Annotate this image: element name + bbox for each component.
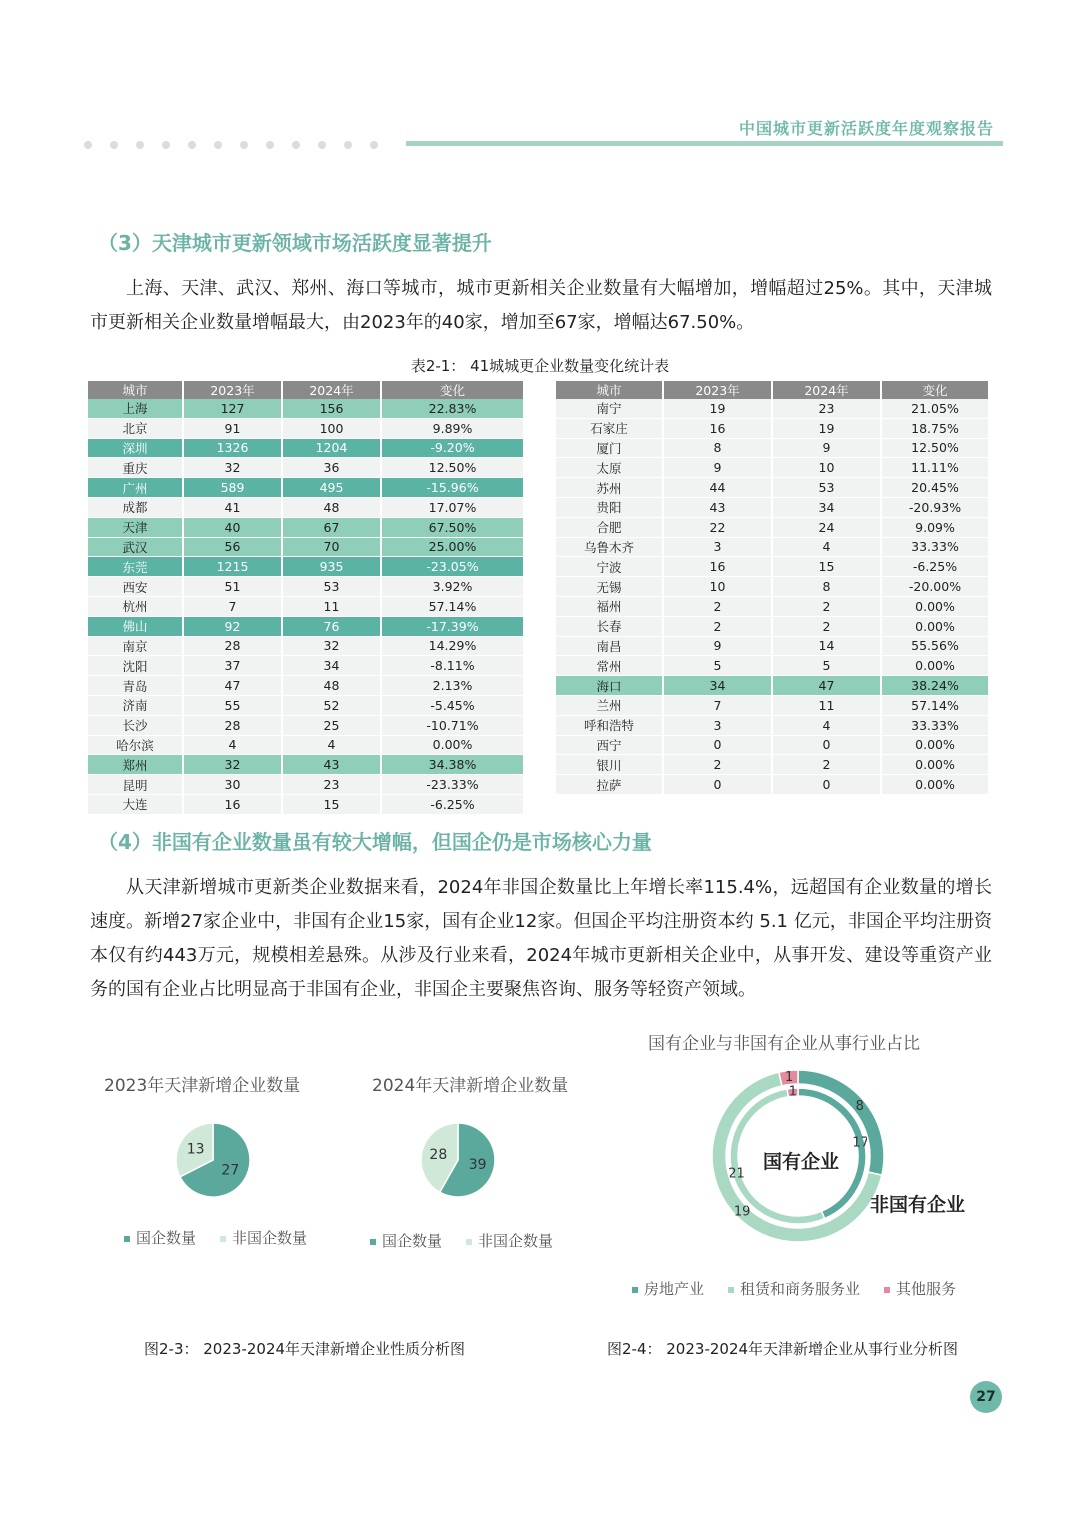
cell-y2023: 16	[663, 418, 772, 438]
table-caption: 表2-1： 41城城更企业数量变化统计表	[410, 357, 670, 375]
table-row	[88, 755, 524, 775]
cell-change: 33.33%	[881, 715, 989, 735]
table-row	[556, 517, 989, 537]
cell-y2024: 53	[282, 577, 381, 597]
donut-outer-label: 非国有企业	[870, 1194, 966, 1216]
col-2024: 2024年	[282, 381, 381, 399]
cell-city: 南宁	[556, 399, 663, 418]
cell-change: 55.56%	[881, 636, 989, 656]
table-row	[556, 676, 989, 696]
cell-y2023: 28	[183, 715, 282, 735]
cell-city: 西安	[88, 577, 183, 597]
cell-y2024: 495	[282, 478, 381, 498]
table-row	[88, 438, 524, 458]
cell-y2024: 1204	[282, 438, 381, 458]
table-row	[88, 517, 524, 537]
cell-y2023: 2	[663, 596, 772, 616]
col-city: 城市	[556, 381, 663, 399]
legend-item-realestate	[632, 1278, 704, 1299]
table-row	[88, 478, 524, 498]
donut-data-label: 1	[788, 1084, 797, 1100]
cell-change: -17.39%	[381, 616, 524, 636]
table-row	[88, 537, 524, 557]
legend-item-nonstate	[220, 1227, 307, 1248]
section4-paragraph	[90, 871, 992, 1007]
cell-city: 贵阳	[556, 497, 663, 517]
cell-change: 22.83%	[381, 399, 524, 418]
cell-city: 拉萨	[556, 775, 663, 795]
table-row	[556, 458, 989, 478]
cell-change: 38.24%	[881, 676, 989, 696]
pie-2023-data-label: 27	[221, 1162, 240, 1179]
section3-paragraph	[90, 272, 992, 340]
cell-y2024: 11	[772, 695, 881, 715]
header-rule	[406, 141, 1003, 146]
table-row	[556, 656, 989, 676]
cell-city: 昆明	[88, 775, 183, 795]
cell-y2024: 47	[772, 676, 881, 696]
cell-y2023: 91	[183, 418, 282, 438]
cell-change: 0.00%	[881, 735, 989, 755]
cell-y2024: 76	[282, 616, 381, 636]
cell-y2023: 19	[663, 399, 772, 418]
legend-label: 国企数量	[382, 1232, 443, 1250]
cell-change: 9.09%	[881, 517, 989, 537]
cell-y2024: 53	[772, 478, 881, 498]
table-row	[556, 596, 989, 616]
cell-y2023: 8	[663, 438, 772, 458]
legend-label: 房地产业	[644, 1280, 705, 1298]
cell-city: 青岛	[88, 676, 183, 696]
cell-y2023: 3	[663, 537, 772, 557]
legend-item-state	[370, 1230, 442, 1251]
cell-change: 0.00%	[381, 735, 524, 755]
cell-city: 西宁	[556, 735, 663, 755]
cell-y2024: 935	[282, 557, 381, 577]
cell-city: 广州	[88, 478, 183, 498]
cell-change: 20.45%	[881, 478, 989, 498]
cell-y2024: 48	[282, 676, 381, 696]
cell-change: 0.00%	[881, 616, 989, 636]
cell-y2023: 55	[183, 695, 282, 715]
cell-change: 3.92%	[381, 577, 524, 597]
cell-city: 深圳	[88, 438, 183, 458]
cell-city: 郑州	[88, 755, 183, 775]
cell-city: 福州	[556, 596, 663, 616]
cell-city: 成都	[88, 497, 183, 517]
col-city: 城市	[88, 381, 183, 399]
city-table-right	[556, 381, 990, 795]
cell-city: 沈阳	[88, 656, 183, 676]
table-row	[88, 676, 524, 696]
cell-y2024: 5	[772, 656, 881, 676]
donut-data-label: 21	[728, 1166, 745, 1182]
cell-city: 佛山	[88, 616, 183, 636]
cell-y2024: 100	[282, 418, 381, 438]
cell-city: 南昌	[556, 636, 663, 656]
cell-change: -20.00%	[881, 577, 989, 597]
cell-change: -6.25%	[881, 557, 989, 577]
legend-swatch	[632, 1287, 638, 1293]
cell-y2024: 15	[772, 557, 881, 577]
cell-y2023: 10	[663, 577, 772, 597]
table-row	[556, 735, 989, 755]
cell-y2023: 30	[183, 775, 282, 795]
cell-y2023: 92	[183, 616, 282, 636]
cell-city: 长沙	[88, 715, 183, 735]
table-row	[556, 438, 989, 458]
cell-city: 乌鲁木齐	[556, 537, 663, 557]
cell-y2023: 0	[663, 735, 772, 755]
cell-change: 0.00%	[881, 596, 989, 616]
cell-y2024: 19	[772, 418, 881, 438]
cell-change: -23.33%	[381, 775, 524, 795]
cell-city: 大连	[88, 794, 183, 814]
cell-y2024: 23	[772, 399, 881, 418]
table-row	[88, 458, 524, 478]
table-row	[556, 418, 989, 438]
report-title: 中国城市更新活跃度年度观察报告	[738, 119, 994, 138]
cell-change: 33.33%	[881, 537, 989, 557]
cell-y2023: 37	[183, 656, 282, 676]
table-row	[556, 577, 989, 597]
cell-y2024: 32	[282, 636, 381, 656]
cell-city: 杭州	[88, 596, 183, 616]
table-row	[556, 478, 989, 498]
pie-2024-legend	[370, 1230, 553, 1251]
legend-swatch	[124, 1236, 130, 1242]
cell-y2024: 10	[772, 458, 881, 478]
cell-city: 北京	[88, 418, 183, 438]
cell-city: 合肥	[556, 517, 663, 537]
cell-change: 0.00%	[881, 656, 989, 676]
cell-y2023: 40	[183, 517, 282, 537]
cell-change: 21.05%	[881, 399, 989, 418]
donut-data-label: 17	[852, 1135, 869, 1151]
cell-city: 兰州	[556, 695, 663, 715]
pie-2023-data-label: 13	[186, 1141, 205, 1158]
cell-change: 9.89%	[381, 418, 524, 438]
table-row	[88, 695, 524, 715]
cell-y2023: 22	[663, 517, 772, 537]
cell-city: 东莞	[88, 557, 183, 577]
cell-change: -9.20%	[381, 438, 524, 458]
table-row	[556, 715, 989, 735]
table-row	[556, 695, 989, 715]
cell-y2023: 5	[663, 656, 772, 676]
legend-label: 非国企数量	[478, 1232, 554, 1250]
cell-city: 宁波	[556, 557, 663, 577]
cell-city: 呼和浩特	[556, 715, 663, 735]
figure-caption-2-4: 图2-4： 2023-2024年天津新增企业从事行业分析图	[607, 1340, 959, 1358]
donut-legend	[632, 1278, 956, 1299]
cell-y2024: 36	[282, 458, 381, 478]
cell-city: 南京	[88, 636, 183, 656]
cell-change: 57.14%	[881, 695, 989, 715]
donut-data-label: 8	[855, 1099, 864, 1115]
cell-y2023: 7	[663, 695, 772, 715]
cell-y2024: 15	[282, 794, 381, 814]
cell-y2023: 9	[663, 636, 772, 656]
cell-change: 12.50%	[881, 438, 989, 458]
table-row	[88, 497, 524, 517]
cell-city: 济南	[88, 695, 183, 715]
cell-y2023: 34	[663, 676, 772, 696]
table-row	[88, 715, 524, 735]
cell-y2024: 9	[772, 438, 881, 458]
cell-y2023: 28	[183, 636, 282, 656]
cell-y2024: 4	[772, 537, 881, 557]
table-row	[88, 557, 524, 577]
cell-y2023: 7	[183, 596, 282, 616]
cell-city: 重庆	[88, 458, 183, 478]
cell-y2024: 4	[282, 735, 381, 755]
section-heading-3: （3）天津城市更新领域市场活跃度显著提升	[98, 231, 492, 255]
legend-item-other	[884, 1278, 956, 1299]
table-row	[556, 636, 989, 656]
figure-caption-2-3: 图2-3： 2023-2024年天津新增企业性质分析图	[144, 1340, 466, 1358]
cell-y2024: 156	[282, 399, 381, 418]
legend-label: 国企数量	[136, 1229, 197, 1247]
table-row	[556, 399, 989, 418]
cell-city: 常州	[556, 656, 663, 676]
cell-change: -20.93%	[881, 497, 989, 517]
legend-label: 其他服务	[896, 1280, 957, 1298]
table-row	[88, 418, 524, 438]
cell-city: 无锡	[556, 577, 663, 597]
donut-data-label: 19	[733, 1204, 751, 1220]
donut-inner-label: 国有企业	[763, 1151, 840, 1173]
cell-change: -15.96%	[381, 478, 524, 498]
cell-city: 天津	[88, 517, 183, 537]
page-number: 27	[970, 1381, 1002, 1413]
legend-label: 非国企数量	[232, 1229, 308, 1247]
cell-y2023: 127	[183, 399, 282, 418]
cell-y2024: 2	[772, 755, 881, 775]
cell-change: -23.05%	[381, 557, 524, 577]
cell-change: 34.38%	[381, 755, 524, 775]
cell-y2023: 2	[663, 755, 772, 775]
cell-y2023: 56	[183, 537, 282, 557]
table-row	[88, 656, 524, 676]
table-row	[88, 399, 524, 418]
table-row	[88, 794, 524, 814]
table-row	[556, 537, 989, 557]
cell-y2024: 52	[282, 695, 381, 715]
pie-2024-title: 2024年天津新增企业数量	[372, 1076, 569, 1096]
cell-y2024: 11	[282, 596, 381, 616]
cell-y2024: 25	[282, 715, 381, 735]
cell-change: -5.45%	[381, 695, 524, 715]
cell-change: 12.50%	[381, 458, 524, 478]
cell-change: -8.11%	[381, 656, 524, 676]
cell-city: 海口	[556, 676, 663, 696]
cell-city: 哈尔滨	[88, 735, 183, 755]
table-row	[88, 735, 524, 755]
donut-title: 国有企业与非国有企业从事行业占比	[648, 1034, 920, 1054]
cell-y2023: 44	[663, 478, 772, 498]
cell-y2023: 47	[183, 676, 282, 696]
cell-y2024: 8	[772, 577, 881, 597]
table-row	[556, 775, 989, 795]
legend-swatch	[370, 1239, 376, 1245]
cell-city: 上海	[88, 399, 183, 418]
cell-y2024: 4	[772, 715, 881, 735]
cell-city: 太原	[556, 458, 663, 478]
cell-y2024: 2	[772, 616, 881, 636]
section4-text: 从天津新增城市更新类企业数据来看，2024年非国企数量比上年增长率115.4%，远超国有企业数量的增长速度。新增27家企业中，非国有企业15家，国有企业12家。但国企平均注册资本约 5.1 亿元，非国企平均注册资本仅有约443万元，规模相差悬殊。从涉及行业来看，2024年城市更新相关企业中，从事开发、建设等重资产业务的国有企业占比明显高于非国有企业，非国企主要聚焦咨询、服务等轻资产领域。	[90, 877, 992, 1000]
cell-y2024: 0	[772, 735, 881, 755]
pie-2023-legend	[124, 1227, 307, 1248]
cell-y2023: 1326	[183, 438, 282, 458]
cell-y2024: 34	[772, 497, 881, 517]
cell-y2023: 9	[663, 458, 772, 478]
table-row	[88, 596, 524, 616]
cell-y2023: 43	[663, 497, 772, 517]
legend-swatch	[884, 1287, 890, 1293]
cell-y2023: 16	[183, 794, 282, 814]
donut-data-label: 1	[785, 1069, 794, 1085]
city-table-left	[88, 381, 525, 815]
cell-y2024: 70	[282, 537, 381, 557]
legend-swatch	[466, 1239, 472, 1245]
cell-change: 18.75%	[881, 418, 989, 438]
cell-y2024: 34	[282, 656, 381, 676]
cell-change: 17.07%	[381, 497, 524, 517]
table-row	[88, 775, 524, 795]
cell-city: 银川	[556, 755, 663, 775]
cell-change: 2.13%	[381, 676, 524, 696]
col-2023: 2023年	[183, 381, 282, 399]
cell-y2023: 0	[663, 775, 772, 795]
cell-change: 14.29%	[381, 636, 524, 656]
table-row	[88, 577, 524, 597]
cell-city: 石家庄	[556, 418, 663, 438]
cell-change: 11.11%	[881, 458, 989, 478]
table-row	[556, 557, 989, 577]
col-change: 变化	[381, 381, 524, 399]
cell-y2024: 23	[282, 775, 381, 795]
header-dots	[84, 141, 378, 149]
cell-city: 苏州	[556, 478, 663, 498]
cell-city: 长春	[556, 616, 663, 636]
cell-change: 67.50%	[381, 517, 524, 537]
col-2024: 2024年	[772, 381, 881, 399]
cell-y2023: 16	[663, 557, 772, 577]
cell-change: 0.00%	[881, 755, 989, 775]
cell-change: 25.00%	[381, 537, 524, 557]
cell-y2024: 43	[282, 755, 381, 775]
cell-y2023: 51	[183, 577, 282, 597]
cell-y2023: 32	[183, 458, 282, 478]
table-row	[556, 497, 989, 517]
cell-y2024: 24	[772, 517, 881, 537]
cell-y2023: 41	[183, 497, 282, 517]
cell-city: 厦门	[556, 438, 663, 458]
col-2023: 2023年	[663, 381, 772, 399]
cell-y2023: 3	[663, 715, 772, 735]
cell-change: 57.14%	[381, 596, 524, 616]
legend-label: 租赁和商务服务业	[740, 1280, 861, 1298]
cell-y2023: 32	[183, 755, 282, 775]
cell-change: -6.25%	[381, 794, 524, 814]
section-heading-4: （4）非国有企业数量虽有较大增幅，但国企仍是市场核心力量	[98, 830, 652, 854]
table-row	[556, 755, 989, 775]
cell-y2023: 1215	[183, 557, 282, 577]
pie-2024-data-label: 39	[468, 1157, 487, 1174]
col-change: 变化	[881, 381, 989, 399]
cell-y2023: 2	[663, 616, 772, 636]
legend-swatch	[728, 1287, 734, 1293]
legend-item-state	[124, 1227, 196, 1248]
table-row	[556, 616, 989, 636]
section3-text: 上海、天津、武汉、郑州、海口等城市，城市更新相关企业数量有大幅增加，增幅超过25%。其中，天津城市更新相关企业数量增幅最大，由2023年的40家，增加至67家，增幅达67.50%。	[90, 278, 992, 333]
cell-y2024: 2	[772, 596, 881, 616]
legend-item-leasing	[728, 1278, 860, 1299]
cell-y2024: 48	[282, 497, 381, 517]
pie-2024-data-label: 28	[429, 1146, 448, 1163]
cell-y2024: 0	[772, 775, 881, 795]
legend-swatch	[220, 1236, 226, 1242]
legend-item-nonstate	[466, 1230, 553, 1251]
table-row	[88, 636, 524, 656]
table-row	[88, 616, 524, 636]
cell-change: 0.00%	[881, 775, 989, 795]
cell-change: -10.71%	[381, 715, 524, 735]
pie-2023-title: 2023年天津新增企业数量	[104, 1076, 301, 1096]
cell-y2023: 589	[183, 478, 282, 498]
cell-y2024: 67	[282, 517, 381, 537]
cell-city: 武汉	[88, 537, 183, 557]
cell-y2024: 14	[772, 636, 881, 656]
cell-y2023: 4	[183, 735, 282, 755]
